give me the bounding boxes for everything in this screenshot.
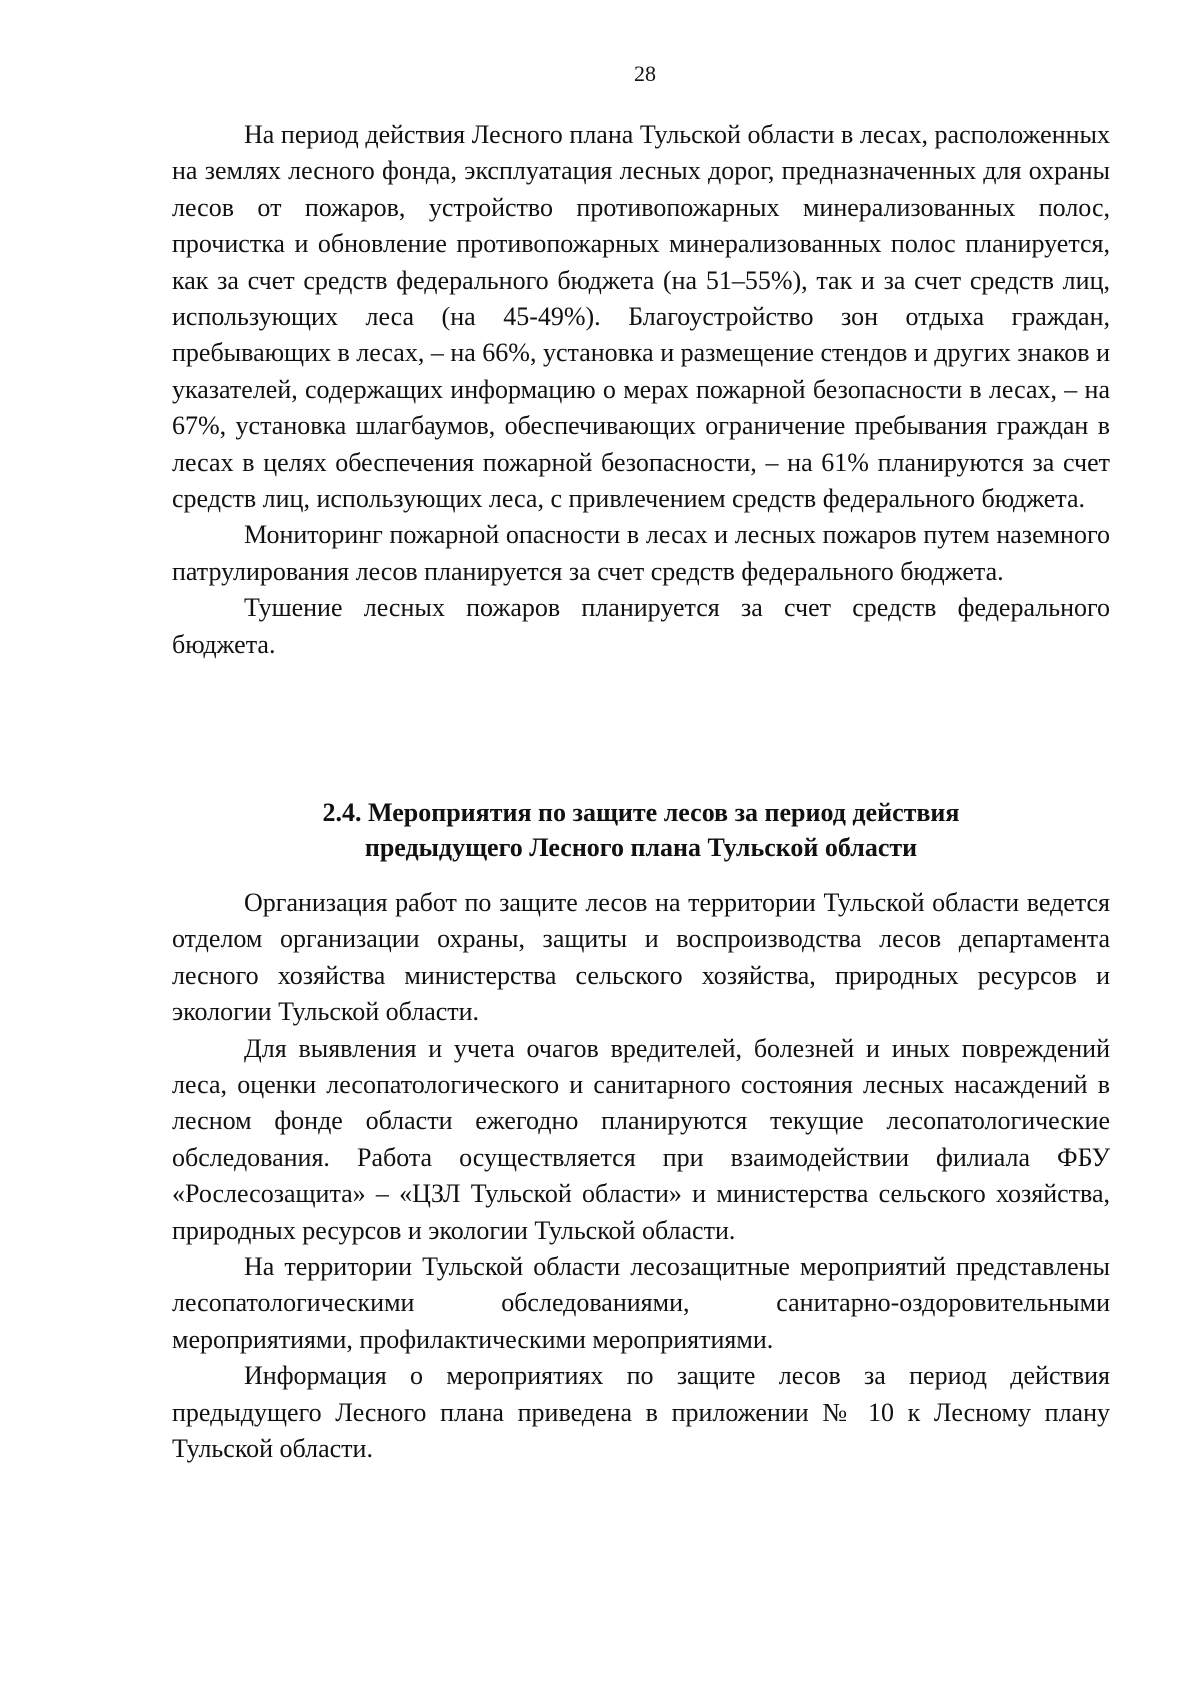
page-number: 28 xyxy=(634,61,656,86)
body-text-after-heading xyxy=(172,885,1110,1468)
paragraph: Для выявления и учета очагов вредителей, болезней и иных повреждений леса, оценки лесопатологического и санитарного состояния лесных насаждений в лесном фонде области ежегодно планируются текущие лесопатологические обследования. Работа осуществляется при взаимодействии филиала ФБУ «Рослесозащита» – «ЦЗЛ Тульской области» и министерства сельского хозяйства, природных ресурсов и экологии Тульской области. xyxy=(172,1033,1110,1245)
paragraph: Информация о мероприятиях по защите лесов за период действия предыдущего Лесного плана приведена в приложении № 10 к Лесному плану Тульской области. xyxy=(172,1361,1110,1464)
section-heading-line: 2.4. Мероприятия по защите лесов за период действия xyxy=(322,798,960,827)
section-heading xyxy=(172,795,1110,865)
section-heading-line: предыдущего Лесного плана Тульской области xyxy=(364,833,918,862)
paragraph: Мониторинг пожарной опасности в лесах и лесных пожаров путем наземного патрулирования лесов планируется за счет средств федерального бюджета. xyxy=(172,520,1110,586)
paragraph: Тушение лесных пожаров планируется за счет средств федерального бюджета. xyxy=(172,593,1110,659)
body-text-before-heading xyxy=(172,117,1110,663)
paragraph: На территории Тульской области лесозащитные мероприятий представлены лесопатологическими обследованиями, санитарно-оздоровительными мероприятиями, профилактическими мероприятиями. xyxy=(172,1252,1110,1354)
paragraph: На период действия Лесного плана Тульской области в лесах, расположенных на землях лесного фонда, эксплуатация лесных дорог, предназначенных для охраны лесов от пожаров, устройство противопожарных минерализованных полос, прочистка и обновление противопожарных минерализованных полос планируется, как за счет средств федерального бюджета (на 51–55%), так и за счет средств лиц, использующих леса (на 45-49%). Благоустройство зон отдыха граждан, пребывающих в лесах, – на 66%, установка и размещение стендов и других знаков и указателей, содержащих информацию о мерах пожарной безопасности в лесах, – на 67%, установка шлагбаумов, обеспечивающих ограничение пребывания граждан в лесах в целях обеспечения пожарной безопасности, – на 61% планируются за счет средств лиц, использующих леса, с привлечением средств федерального бюджета. xyxy=(172,120,1110,514)
paragraph: Организация работ по защите лесов на территории Тульской области ведется отделом организации охраны, защиты и воспроизводства лесов департамента лесного хозяйства министерства сельского хозяйства, природных ресурсов и экологии Тульской области. xyxy=(172,888,1110,1027)
